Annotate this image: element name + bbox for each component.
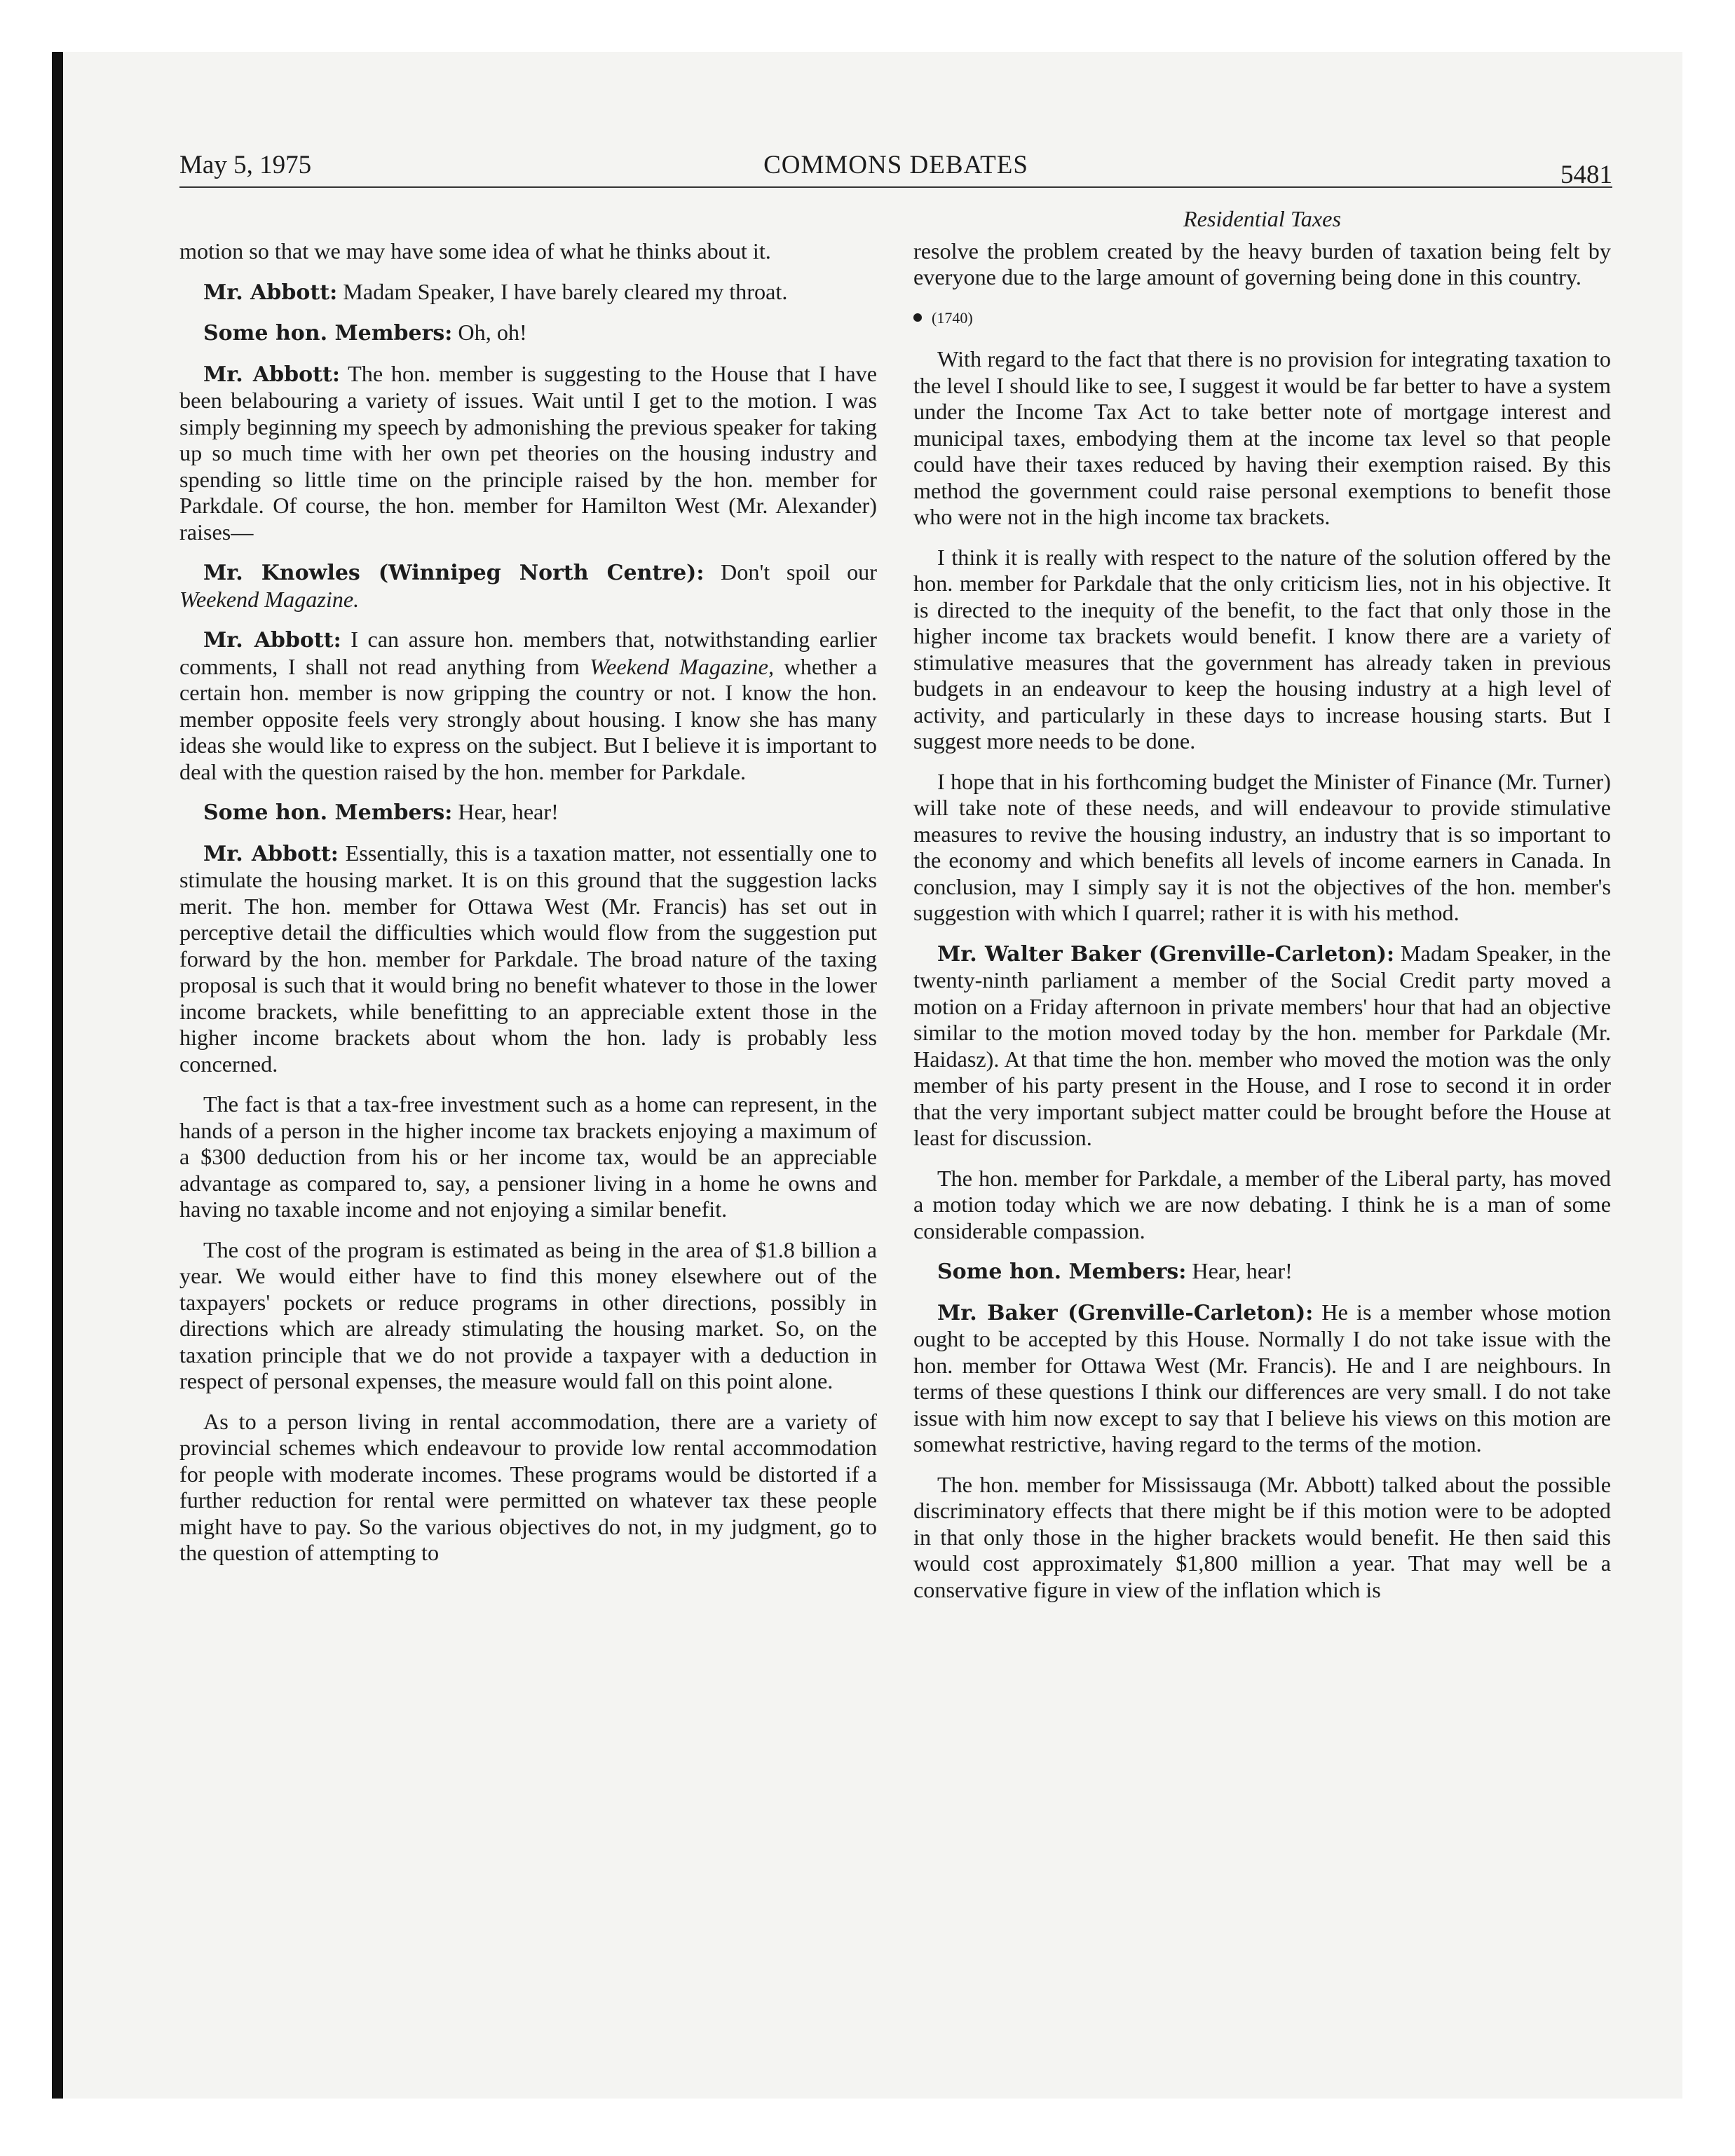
paragraph: [913, 1258, 1611, 1285]
header-page-number: 5481: [1560, 161, 1612, 189]
speaker-name: Some hon. Members:: [203, 800, 453, 825]
speaker-name: Mr. Abbott:: [203, 841, 339, 866]
paragraph: The fact is that a tax-free investment such as a home can represent, in the hands of a person in the higher income tax brackets enjoying a maximum of a $300 deduction from his or her income tax, would be an appreciable advantage as compared to, say, a pensioner living in a home he owns and having no taxable income and not enjoying a similar benefit.: [179, 1091, 877, 1222]
publication-title: Weekend Magazine,: [590, 653, 774, 679]
speech-text: He is a member whose motion ought to be accepted by this House. Normally I do not take issue with the hon. member for Ottawa West (Mr. Francis). He and I are neighbours. In terms of these questions I think our differences are very small. I do not take issue with him now except to say that I believe his views on this motion are somewhat restrictive, having regard to the terms of the motion.: [913, 1299, 1611, 1456]
speaker-name: Mr. Walter Baker (Grenville-Carleton):: [937, 941, 1395, 967]
speaker-name: Mr. Abbott:: [203, 628, 341, 653]
paragraph: [179, 627, 877, 785]
header-title: COMMONS DEBATES: [763, 151, 1028, 179]
paragraph: [179, 559, 877, 613]
time-marker: [913, 305, 1611, 332]
paragraph: [179, 361, 877, 546]
paragraph: motion so that we may have some idea of what he thinks about it.: [179, 238, 771, 264]
paragraph: As to a person living in rental accommodation, there are a variety of provincial schemes which endeavour to provide low rental accommodation for people with moderate incomes. These programs would be distorted if a further reduction for rental were permitted on whatever tax these people might have to pay. So the various objectives do not, in my judgment, go to the question of attempting to: [179, 1408, 877, 1565]
paragraph: The hon. member for Parkdale, a member of the Liberal party, has moved a motion today which we are now debating. I think he is a man of some considerable compassion.: [913, 1165, 1611, 1243]
speech-text: Hear, hear!: [452, 799, 559, 824]
paragraph: [913, 1299, 1611, 1458]
paragraph: I hope that in his forthcoming budget the Minister of Finance (Mr. Turner) will take note of these needs, and will endeavour to provide stimulative measures to revive the housing industry, an industry that is so important to the economy and which benefits all levels of income earners in Canada. In conclusion, may I simply say it is not the objectives of the hon. member's suggestion with which I quarrel; rather it is with his method.: [913, 768, 1611, 925]
speech-text: I can assure hon. members that, notwithstanding earlier comments, I shall not read anything from: [179, 627, 877, 679]
paragraph: [179, 840, 877, 1078]
speaker-name: Mr. Baker (Grenville-Carleton):: [937, 1300, 1314, 1325]
speech-text: Madam Speaker, I have barely cleared my throat.: [337, 278, 788, 304]
time-marker-text: (1740): [932, 308, 973, 327]
page-header: [179, 144, 1612, 188]
speaker-name: Some hon. Members:: [203, 321, 453, 346]
paragraph: [179, 799, 877, 826]
speech-text: Oh, oh!: [452, 320, 527, 345]
paragraph: resolve the problem created by the heavy burden of taxation being felt by everyone due to the large amount of governing being done in this country.: [913, 238, 1611, 289]
header-date: May 5, 1975: [179, 151, 312, 179]
paragraph: The hon. member for Mississauga (Mr. Abbott) talked about the possible discriminatory effects that there might be if this motion were to be adopted in that only those in the higher brackets would benefit. He then said this would cost approximately $1,800 million a year. That may well be a conservative figure in view of the inflation which is: [913, 1471, 1611, 1602]
speaker-name: Some hon. Members:: [937, 1260, 1187, 1284]
speech-text: Hear, hear!: [1186, 1258, 1293, 1283]
publication-title: Weekend Magazine.: [179, 586, 360, 612]
speech-text: Essentially, this is a taxation matter, not essentially one to stimulate the housing market. It is on this ground that the suggestion lacks merit. The hon. member for Ottawa West (Mr. Francis) has set out in perceptive detail the difficulties which would flow from the suggestion put forward by the hon. member for Parkdale. The broad nature of the taxing proposal is such that it would bring no benefit whatever to those in the lower income brackets, while benefitting to an appreciable extent those in the higher income brackets about whom the hon. lady is probably less concerned.: [179, 840, 878, 1077]
paragraph: The cost of the program is estimated as being in the area of $1.8 billion a year. We would either have to find this money elsewhere out of the taxpayers' pockets or reduce programs in other directions, possibly in directions which are already stimulating the housing market. So, on the taxation principle that we do not provide a taxpayer with a deduction in respect of personal expenses, the measure would fall on this point alone.: [179, 1236, 877, 1393]
paragraph: [179, 279, 877, 306]
left-column: [179, 238, 877, 1581]
paragraph: [179, 320, 877, 347]
speech-text: The hon. member is suggesting to the House that I have been belabouring a variety of issues. Wait until I get to the motion. I was simply beginning my speech by admonishing the previous speaker for taking up so much time with her own pet theories on the housing industry and spending so little time on the principle raised by the hon. member for Parkdale. Of course, the hon. member for Hamilton West (Mr. Alexander) raises—: [179, 360, 877, 545]
paragraph: [913, 941, 1611, 1152]
speaker-name: Mr. Abbott:: [203, 362, 340, 387]
paragraph: I think it is really with respect to the nature of the solution offered by the hon. member for Parkdale that the only criticism lies, not in his objective. It is directed to the inequity of the benefit, to the fact that only those in the higher income tax brackets would benefit. I know there are a variety of stimulative measures that the government has already taken in previous budgets in an endeavour to keep the housing industry at a high level of activity, and particularly in these days to increase housing starts. But I suggest more needs to be done.: [913, 544, 1611, 753]
speech-text: Madam Speaker, in the twenty-ninth parliament a member of the Social Credit party moved a motion on a Friday afternoon in private members' hour that had an objective similar to the motion moved today by the hon. member for Parkdale (Mr. Haidasz). At that time the hon. member who moved the motion was the only member of his party present in the House, and I rose to second it in order that the very important subject matter could be brought before the House at least for discussion.: [913, 940, 1611, 1150]
right-column: [913, 206, 1611, 1617]
section-heading: Residential Taxes: [1183, 206, 1341, 231]
speech-text: Don't spoil our: [704, 559, 877, 585]
bullet-icon: [913, 313, 922, 322]
speech-text: whether a certain hon. member is now gripping the country or not. I know the hon. member opposite feels very strongly about housing. I know she has many ideas she would like to express on the subject. But I believe it is important to deal with the question raised by the hon. member for Parkdale.: [179, 653, 878, 784]
speaker-name: Mr. Abbott:: [203, 280, 338, 305]
speaker-name: Mr. Knowles (Winnipeg North Centre):: [203, 561, 705, 585]
paragraph: With regard to the fact that there is no provision for integrating taxation to the level I should like to see, I suggest it would be far better to have a system under the Income Tax Act to take better note of mortgage interest and municipal taxes, embodying them at the income tax level so that people could have their taxes reduced by having their exemption raised. By this method the government could raise personal exemptions to benefit those who were not in the high income tax brackets.: [913, 346, 1611, 529]
